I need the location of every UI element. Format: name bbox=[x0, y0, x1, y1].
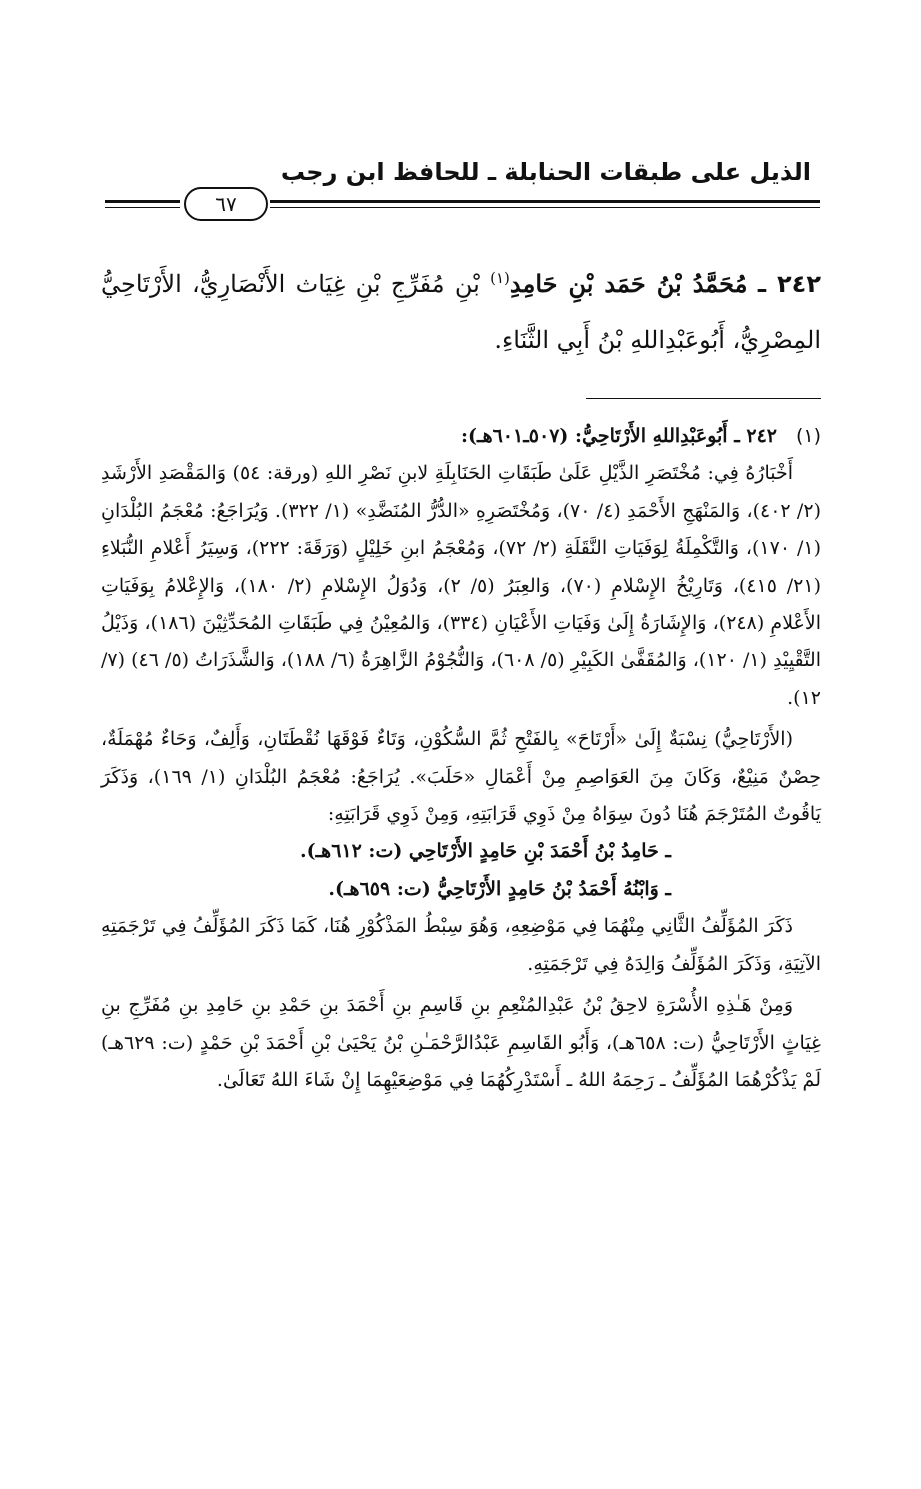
footnote-separator bbox=[586, 398, 821, 399]
footnote-nisba: (الأَرْتَاحِيُّ) نِسْبَةٌ إِلَىٰ «أَرْتَاحَ» بِالفَتْحِ ثُمَّ السُّكُوْنِ، وَتَاءٌ فَوْقَهَا نُقْطَتَانِ، وَأَلِفٌ، وَحَاءٌ مُهْمَلَةٌ، حِصْنٌ مَنِيْعٌ، وَكَانَ مِنَ العَوَاصِمِ مِنْ أَعْمَالِ «حَلَبَ». يُرَاجَعُ: مُعْجَمُ البُلْدَانِ (١/ ١٦٩)، وَذَكَرَ يَاقُوتٌ المُتَرْجَمَ هُنَا دُونَ سِوَاهُ مِنْ ذَوِي قَرَابَتِهِ، وَمِنْ ذَوِي قَرَابَتِهِ: bbox=[101, 728, 822, 826]
footnote-sources: أَخْبَارُهُ فِي: مُخْتَصَرِ الذَّيْلِ عَلَىٰ طَبَقَاتِ الحَنَابِلَةِ لابنِ نَصْرِ اللهِ (ورقة: ٥٤) وَالمَقْصَدِ الأَرْشَدِ (٢/ ٤٠٢)، وَالمَنْهَجِ الأَحْمَدِ (٤/ ٧٠)، وَمُخْتَصَرِهِ «الدُّرُّ المُنَضَّدِ» (١/ ٣٢٢). وَيُرَاجَعُ: مُعْجَمُ البُلْدَانِ (١/ ١٧٠)، وَالتَّكْمِلَةُ لِوَفَيَاتِ النَّقَلَةِ (٢/ ٧٢)، وَمُعْجَمُ ابنِ خَلِيْلٍ (وَرَقَةَ: ٢٢٢)، وَسِيَرُ أَعْلامِ النُّبَلاءِ (٢١/ ٤١٥)، وَتَارِيْخُ الإِسْلامِ (٧٠)، وَالعِبَرُ (٥/ ٢)، وَدُوَلُ الإِسْلامِ (٢/ ١٨٠)، وَالإِعْلامُ بِوَفَيَاتِ الأَعْلامِ (٢٤٨)، وَالإِشَارَةُ إِلَىٰ وَفَيَاتِ الأَعْيَانِ (٣٣٤)، وَالمُعِيْنُ فِي طَبَقَاتِ المُحَدِّثِيْنَ (١٨٦)، وَذَيْلُ التَّقْيِيْدِ (١/ ١٢٠)، وَالمُقَفَّىٰ الكَبِيْرِ (٥/ ٦٠٨)، وَالنُّجُوْمُ الزَّاهِرَةُ (٦/ ١٨٨)، وَالشَّذَرَاتُ (٥/ ٤٦) (٧/ ١٢). bbox=[101, 462, 822, 709]
footnote-heading-line bbox=[101, 418, 821, 455]
footnote-reference: (١) bbox=[490, 269, 510, 287]
page-number: ٦٧ bbox=[184, 187, 268, 221]
footnote-relative-2: ـ وَابْنُهُ أَحْمَدُ بْنُ حَامِدٍ الأَرْتَاحِيُّ (ت: ٦٥٩هـ). bbox=[328, 877, 671, 900]
entry-text: بْنِ مُفَرِّجِ بْنِ غِيَاث الأَنْصَارِيُّ، الأَرْتَاحِيُّ المِصْرِيُّ، أَبُوعَبْدِاللهِ بْنُ أَبِي الثَّنَاءِ. bbox=[101, 270, 821, 354]
footnote-remark: ذَكَرَ المُؤَلِّفُ الثَّانِي مِنْهُمَا فِي مَوْضِعِهِ، وَهُوَ سِبْطُ المَذْكُوْرِ هُنَا، كَمَا ذَكَرَ المُؤَلِّفُ فِي تَرْجَمَتِهِ الآتِيَةِ، وَذَكَرَ المُؤَلِّفُ وَالِدَهُ فِي تَرْجَمَتِهِ. bbox=[101, 915, 821, 975]
footnotes bbox=[101, 418, 821, 1099]
footnote-family: وَمِنْ هَـٰذِهِ الأُسْرَةِ لاحِقُ بْنُ عَبْدِالمُنْعِمِ بنِ قَاسِمِ بنِ أَحْمَدَ بنِ حَمْدِ بنِ حَامِدِ بنِ مُفَرِّجِ بنِ غِيَاثٍ الأَرْتَاحِيُّ (ت: ٦٥٨هـ)، وَأَبُو القَاسِمِ عَبْدُالرَّحْمَـٰنِ بْنُ يَحْيَىٰ بْنِ أَحْمَدَ بْنِ حَمْدٍ (ت: ٦٢٩هـ) لَمْ يَذْكُرْهُمَا المُؤَلِّفُ ـ رَحِمَهُ اللهُ ـ أَسْتَدْرِكُهُمَا فِي مَوْضِعَيْهِمَا إِنْ شَاءَ اللهُ تَعَالَىٰ. bbox=[101, 994, 821, 1091]
footnote-heading: ٢٤٢ ـ أَبُوعَبْدِاللهِ الأَرْتَاحِيُّ: (٥٠٧ـ٦٠١هـ): bbox=[461, 425, 777, 447]
running-header: الذيل على طبقات الحنابلة ـ للحافظ ابن رجب bbox=[280, 158, 811, 186]
entry-name: مُحَمَّدُ بْنُ حَمَد بْنِ حَامِدِ bbox=[509, 269, 748, 298]
footnote-relative-1: ـ حَامِدُ بْنُ أَحْمَدَ بْنِ حَامِدٍ الأَرْتَاحِي (ت: ٦١٢هـ). bbox=[299, 840, 671, 863]
footnote-marker: (١) bbox=[795, 425, 821, 447]
entry-number: ٢٤٢ ـ bbox=[757, 270, 821, 298]
page-number-frame bbox=[180, 187, 270, 221]
biography-entry bbox=[101, 250, 821, 368]
